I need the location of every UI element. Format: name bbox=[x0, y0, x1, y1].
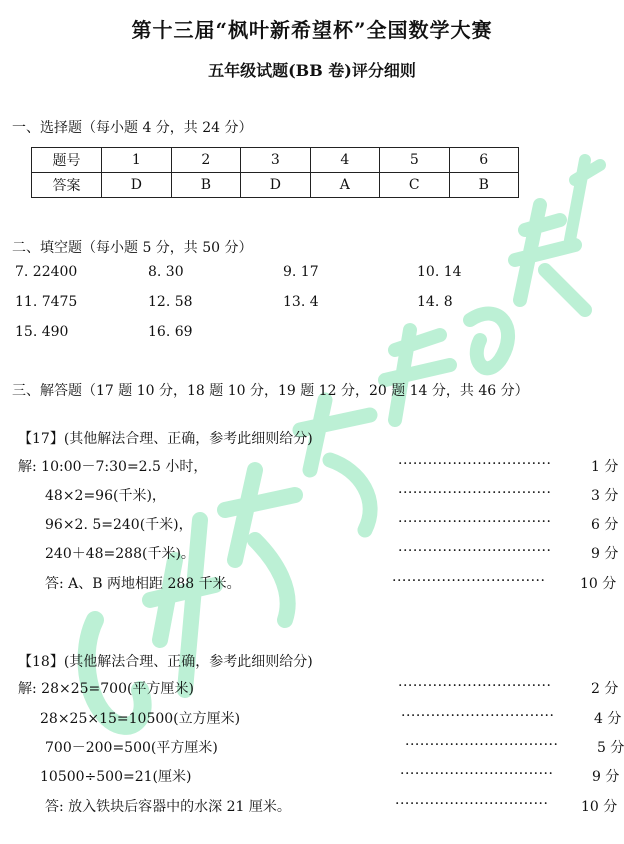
leader-dots: ······························· bbox=[401, 708, 555, 724]
leader-dots: ······························· bbox=[398, 543, 552, 559]
page-title: 第十三届“枫叶新希望杯”全国数学大赛 bbox=[131, 18, 493, 42]
table-row bbox=[32, 173, 519, 198]
q17-score: 9 分 bbox=[591, 546, 619, 562]
leader-dots: ······························· bbox=[405, 737, 559, 753]
q17-score: 3 分 bbox=[591, 488, 619, 504]
fill-answer: 12. 58 bbox=[148, 294, 193, 310]
table-cell: D bbox=[241, 173, 311, 198]
q17-step: 96×2. 5=240(千米)， bbox=[45, 517, 193, 533]
table-cell: 6 bbox=[449, 148, 518, 173]
fill-answer: 16. 69 bbox=[148, 324, 193, 340]
fill-answer: 9. 17 bbox=[283, 264, 319, 280]
fill-answer: 15. 490 bbox=[15, 324, 69, 340]
fill-answer: 14. 8 bbox=[417, 294, 453, 310]
q17-answer: 答: A、B 两地相距 288 千米。 bbox=[45, 576, 241, 592]
q18-score: 4 分 bbox=[594, 711, 622, 727]
q18-answer: 答: 放入铁块后容器中的水深 21 厘米。 bbox=[45, 799, 291, 815]
leader-dots: ······························· bbox=[395, 796, 549, 812]
section-heading-choice: 一、选择题（每小题 4 分，共 24 分） bbox=[12, 120, 253, 136]
fill-answer: 8. 30 bbox=[148, 264, 184, 280]
q18-step: 700－200=500(平方厘米) bbox=[45, 740, 218, 756]
fill-answer: 11. 7475 bbox=[15, 294, 78, 310]
fill-answer: 13. 4 bbox=[283, 294, 319, 310]
q18-header: 【18】(其他解法合理、正确，参考此细则给分) bbox=[18, 654, 313, 670]
leader-dots: ······························· bbox=[398, 485, 552, 501]
table-cell: C bbox=[380, 173, 449, 198]
q18-score: 10 分 bbox=[581, 799, 618, 815]
leader-dots: ······························· bbox=[392, 573, 546, 589]
q17-score: 6 分 bbox=[591, 517, 619, 533]
table-cell: B bbox=[449, 173, 518, 198]
q17-score: 10 分 bbox=[580, 576, 617, 592]
leader-dots: ······························· bbox=[400, 766, 554, 782]
answer-table bbox=[31, 147, 519, 198]
q18-step: 解: 28×25=700(平方厘米) bbox=[18, 681, 194, 697]
q18-score: 5 分 bbox=[597, 740, 624, 756]
fill-answer: 7. 22400 bbox=[15, 264, 78, 280]
q18-step: 28×25×15=10500(立方厘米) bbox=[40, 711, 241, 727]
section-heading-solve: 三、解答题（17 题 10 分，18 题 10 分，19 题 12 分，20 题 14 分，共 46 分） bbox=[12, 383, 529, 399]
q18-step: 10500÷500=21(厘米) bbox=[40, 769, 192, 785]
table-cell: 4 bbox=[310, 148, 379, 173]
leader-dots: ······························· bbox=[398, 514, 552, 530]
fill-answer: 10. 14 bbox=[417, 264, 462, 280]
table-cell: 2 bbox=[171, 148, 240, 173]
table-row-label: 答案 bbox=[32, 173, 102, 198]
q17-score: 1 分 bbox=[591, 459, 619, 475]
q17-step: 240＋48=288(千米)。 bbox=[45, 546, 195, 562]
table-cell: 5 bbox=[380, 148, 449, 173]
table-cell: 1 bbox=[102, 148, 172, 173]
table-cell: A bbox=[310, 173, 379, 198]
q18-score: 2 分 bbox=[591, 681, 619, 697]
table-cell: 3 bbox=[241, 148, 311, 173]
q17-step: 48×2=96(千米)， bbox=[45, 488, 166, 504]
q18-score: 9 分 bbox=[592, 769, 620, 785]
page-subtitle: 五年级试题(BB 卷)评分细则 bbox=[208, 61, 416, 80]
section-heading-fill: 二、填空题（每小题 5 分，共 50 分） bbox=[12, 240, 253, 256]
q17-header: 【17】(其他解法合理、正确，参考此细则给分) bbox=[18, 431, 313, 447]
table-cell: B bbox=[171, 173, 240, 198]
leader-dots: ······························· bbox=[398, 456, 552, 472]
table-row-label: 题号 bbox=[32, 148, 102, 173]
leader-dots: ······························· bbox=[398, 678, 552, 694]
table-row bbox=[32, 148, 519, 173]
q17-step: 解: 10:00－7:30=2.5 小时， bbox=[18, 459, 208, 475]
table-cell: D bbox=[102, 173, 172, 198]
